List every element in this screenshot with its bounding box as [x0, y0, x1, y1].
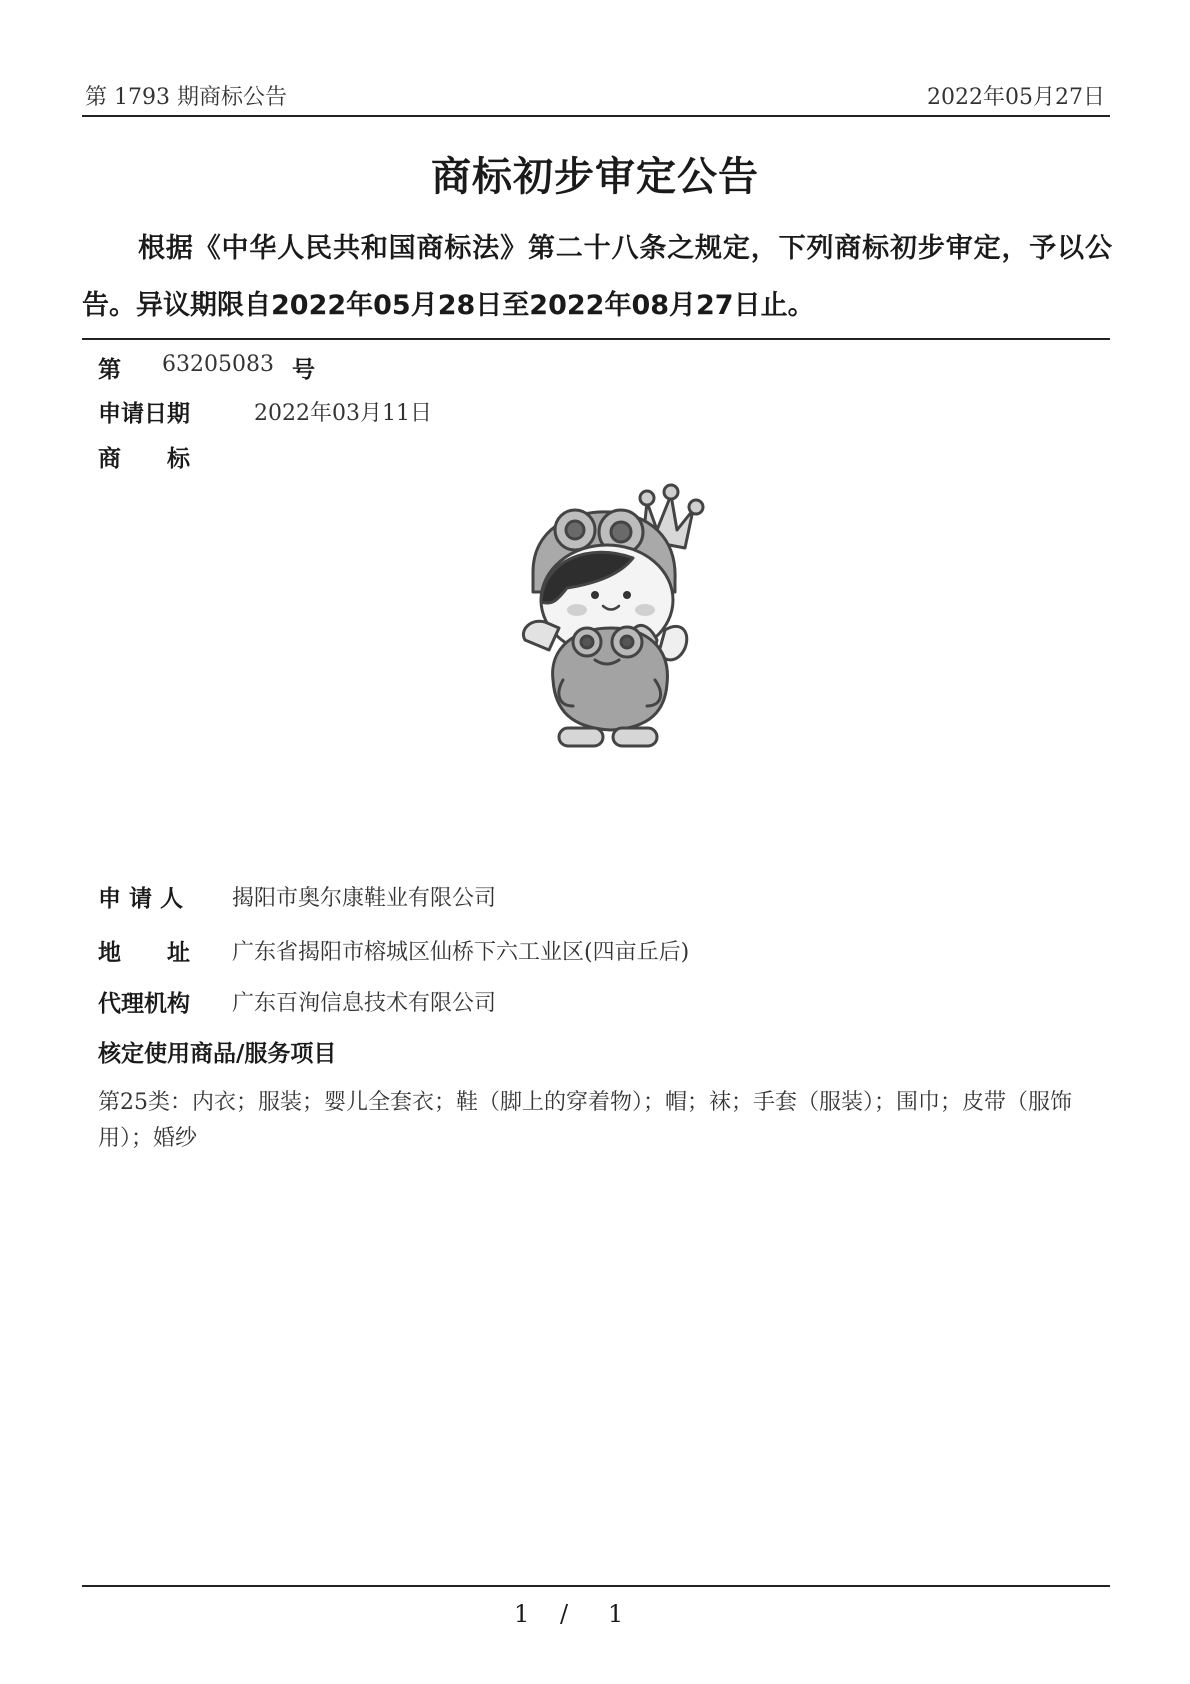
services-label: 核定使用商品/服务项目 [98, 1041, 337, 1067]
page-total: 1 [608, 1600, 624, 1628]
reg-no-suffix: 号 [292, 357, 315, 383]
address-value: 广东省揭阳市榕城区仙桥下六工业区(四亩丘后) [232, 940, 690, 965]
applicant-value: 揭阳市奥尔康鞋业有限公司 [232, 886, 497, 911]
address-label: 地 址 [98, 940, 190, 966]
applicant-label: 申 请 人 [98, 886, 184, 912]
services-list: 第25类：内衣；服装；婴儿全套衣；鞋（脚上的穿着物）；帽；袜；手套（服装）；围巾；皮带（服饰用）；婚纱 [98, 1090, 1072, 1151]
mark-label: 商 标 [98, 446, 190, 472]
issue-number: 第 1793 期商标公告 [85, 85, 287, 110]
page-separator: / [560, 1600, 569, 1628]
agent-label: 代理机构 [98, 991, 190, 1017]
agent-value: 广东百洵信息技术有限公司 [232, 991, 497, 1016]
trademark-image [515, 480, 715, 775]
filing-date-label: 申请日期 [98, 401, 190, 427]
filing-date-value: 2022年03月11日 [254, 401, 432, 426]
reg-no-prefix: 第 [98, 357, 121, 383]
intro-paragraph: 根据《中华人民共和国商标法》第二十八条之规定，下列商标初步审定，予以公告。异议期限自2022年05月28日至2022年08月27日止。 [82, 233, 1112, 321]
page-title: 商标初步审定公告 [431, 153, 759, 200]
issue-date: 2022年05月27日 [927, 85, 1105, 110]
section-rule [82, 338, 1110, 340]
header-rule [82, 115, 1110, 117]
footer-rule [82, 1585, 1110, 1587]
page-current: 1 [514, 1600, 530, 1628]
reg-no-value: 63205083 [162, 352, 274, 377]
